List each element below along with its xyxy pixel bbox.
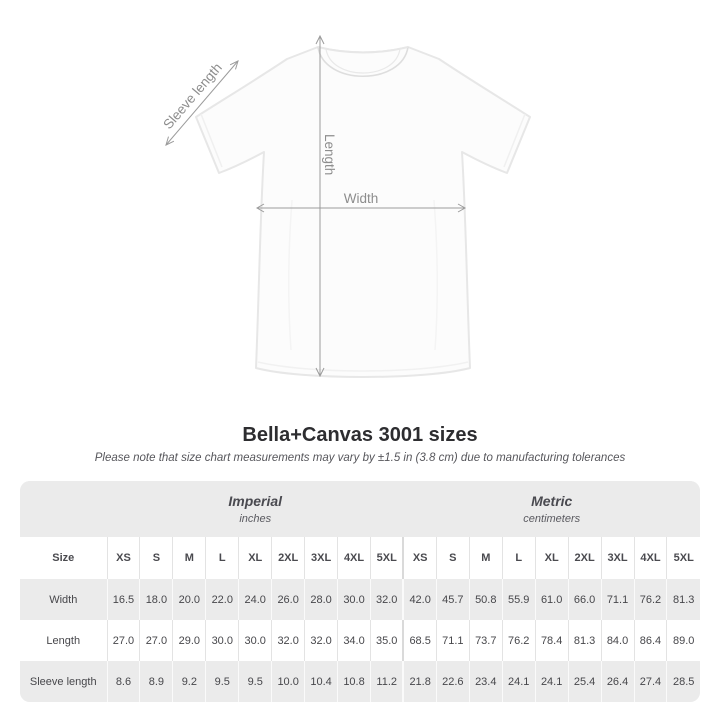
size-col-imperial-xl: XL bbox=[239, 537, 272, 579]
cell-length-imperial-5xl: 35.0 bbox=[371, 620, 404, 661]
size-col-metric-s: S bbox=[436, 537, 469, 579]
size-col-imperial-5xl: 5XL bbox=[371, 537, 404, 579]
cell-width-metric-2xl: 66.0 bbox=[568, 579, 601, 620]
row-label-length: Length bbox=[46, 634, 81, 647]
cell-length-metric-5xl: 89.0 bbox=[667, 620, 700, 661]
measurement-row-width bbox=[20, 579, 700, 620]
cell-width-metric-l: 55.9 bbox=[502, 579, 535, 620]
cell-width-imperial-l: 22.0 bbox=[206, 579, 239, 620]
cell-length-imperial-m: 29.0 bbox=[173, 620, 206, 661]
cell-sleeve-length-metric-3xl: 26.4 bbox=[601, 661, 634, 702]
cell-length-imperial-4xl: 34.0 bbox=[338, 620, 371, 661]
imperial-section-unit: inches bbox=[239, 513, 272, 525]
size-col-metric-2xl: 2XL bbox=[568, 537, 601, 579]
sleeve-length-label: Sleeve length bbox=[160, 60, 225, 133]
tolerance-note: Please note that size chart measurements may vary by ±1.5 in (3.8 cm) due to manufacturing tolerances bbox=[94, 452, 626, 464]
row-label-width: Width bbox=[49, 593, 78, 606]
size-col-metric-4xl: 4XL bbox=[634, 537, 667, 579]
cell-sleeve-length-imperial-m: 9.2 bbox=[173, 661, 206, 702]
size-col-metric-m: M bbox=[469, 537, 502, 579]
cell-width-metric-xs: 42.0 bbox=[403, 579, 436, 620]
cell-length-imperial-xl: 30.0 bbox=[239, 620, 272, 661]
cell-sleeve-length-metric-xs: 21.8 bbox=[403, 661, 436, 702]
size-col-imperial-l: L bbox=[206, 537, 239, 579]
cell-width-metric-4xl: 76.2 bbox=[634, 579, 667, 620]
cell-sleeve-length-imperial-xs: 8.6 bbox=[107, 661, 140, 702]
cell-sleeve-length-metric-2xl: 25.4 bbox=[568, 661, 601, 702]
cell-length-imperial-2xl: 32.0 bbox=[272, 620, 305, 661]
size-header-row bbox=[20, 537, 700, 579]
size-col-imperial-m: M bbox=[173, 537, 206, 579]
length-label: Length bbox=[322, 134, 337, 176]
page-title: Bella+Canvas 3001 sizes bbox=[242, 424, 478, 446]
cell-sleeve-length-imperial-5xl: 11.2 bbox=[371, 661, 404, 702]
size-col-metric-xs: XS bbox=[403, 537, 436, 579]
cell-sleeve-length-imperial-2xl: 10.0 bbox=[272, 661, 305, 702]
metric-section-label: Metric bbox=[531, 493, 573, 509]
size-table bbox=[20, 481, 700, 702]
cell-width-metric-m: 50.8 bbox=[469, 579, 502, 620]
cell-sleeve-length-metric-4xl: 27.4 bbox=[634, 661, 667, 702]
cell-length-metric-2xl: 81.3 bbox=[568, 620, 601, 661]
width-label: Width bbox=[343, 191, 379, 206]
size-table-card bbox=[20, 481, 700, 702]
cell-length-imperial-3xl: 32.0 bbox=[305, 620, 338, 661]
row-label-sleeve-length: Sleeve length bbox=[29, 675, 97, 688]
size-col-metric-5xl: 5XL bbox=[667, 537, 700, 579]
cell-width-imperial-5xl: 32.0 bbox=[371, 579, 404, 620]
cell-sleeve-length-imperial-4xl: 10.8 bbox=[338, 661, 371, 702]
imperial-section-label: Imperial bbox=[228, 493, 283, 509]
cell-sleeve-length-metric-m: 23.4 bbox=[469, 661, 502, 702]
section-row-corner bbox=[20, 481, 107, 537]
measurement-row-sleeve-length bbox=[20, 661, 700, 702]
cell-length-imperial-l: 30.0 bbox=[206, 620, 239, 661]
cell-width-metric-s: 45.7 bbox=[436, 579, 469, 620]
size-col-imperial-2xl: 2XL bbox=[272, 537, 305, 579]
cell-sleeve-length-imperial-s: 8.9 bbox=[140, 661, 173, 702]
cell-width-metric-5xl: 81.3 bbox=[667, 579, 700, 620]
size-col-metric-3xl: 3XL bbox=[601, 537, 634, 579]
cell-width-imperial-3xl: 28.0 bbox=[305, 579, 338, 620]
cell-width-imperial-m: 20.0 bbox=[173, 579, 206, 620]
size-col-imperial-4xl: 4XL bbox=[338, 537, 371, 579]
size-col-metric-l: L bbox=[502, 537, 535, 579]
cell-length-metric-xs: 68.5 bbox=[403, 620, 436, 661]
metric-section-unit: centimeters bbox=[523, 513, 581, 525]
cell-length-metric-m: 73.7 bbox=[469, 620, 502, 661]
cell-length-metric-l: 76.2 bbox=[502, 620, 535, 661]
size-column-header: Size bbox=[52, 552, 75, 564]
cell-length-metric-s: 71.1 bbox=[436, 620, 469, 661]
cell-sleeve-length-metric-xl: 24.1 bbox=[535, 661, 568, 702]
cell-width-metric-xl: 61.0 bbox=[535, 579, 568, 620]
cell-length-metric-3xl: 84.0 bbox=[601, 620, 634, 661]
cell-length-metric-4xl: 86.4 bbox=[634, 620, 667, 661]
measurement-row-length bbox=[20, 620, 700, 661]
imperial-section-header bbox=[107, 481, 403, 537]
tshirt-illustration bbox=[196, 47, 530, 377]
cell-width-imperial-xs: 16.5 bbox=[107, 579, 140, 620]
size-col-imperial-3xl: 3XL bbox=[305, 537, 338, 579]
cell-width-imperial-4xl: 30.0 bbox=[338, 579, 371, 620]
size-col-imperial-s: S bbox=[140, 537, 173, 579]
size-col-imperial-xs: XS bbox=[107, 537, 140, 579]
cell-length-metric-xl: 78.4 bbox=[535, 620, 568, 661]
cell-length-imperial-s: 27.0 bbox=[140, 620, 173, 661]
cell-sleeve-length-metric-5xl: 28.5 bbox=[667, 661, 700, 702]
cell-sleeve-length-metric-s: 22.6 bbox=[436, 661, 469, 702]
cell-sleeve-length-imperial-3xl: 10.4 bbox=[305, 661, 338, 702]
metric-section-header bbox=[403, 481, 700, 537]
cell-width-imperial-s: 18.0 bbox=[140, 579, 173, 620]
unit-section-row bbox=[20, 481, 700, 537]
size-col-metric-xl: XL bbox=[535, 537, 568, 579]
cell-length-imperial-xs: 27.0 bbox=[107, 620, 140, 661]
cell-width-imperial-xl: 24.0 bbox=[239, 579, 272, 620]
cell-width-imperial-2xl: 26.0 bbox=[272, 579, 305, 620]
cell-width-metric-3xl: 71.1 bbox=[601, 579, 634, 620]
cell-sleeve-length-imperial-xl: 9.5 bbox=[239, 661, 272, 702]
cell-sleeve-length-imperial-l: 9.5 bbox=[206, 661, 239, 702]
cell-sleeve-length-metric-l: 24.1 bbox=[502, 661, 535, 702]
